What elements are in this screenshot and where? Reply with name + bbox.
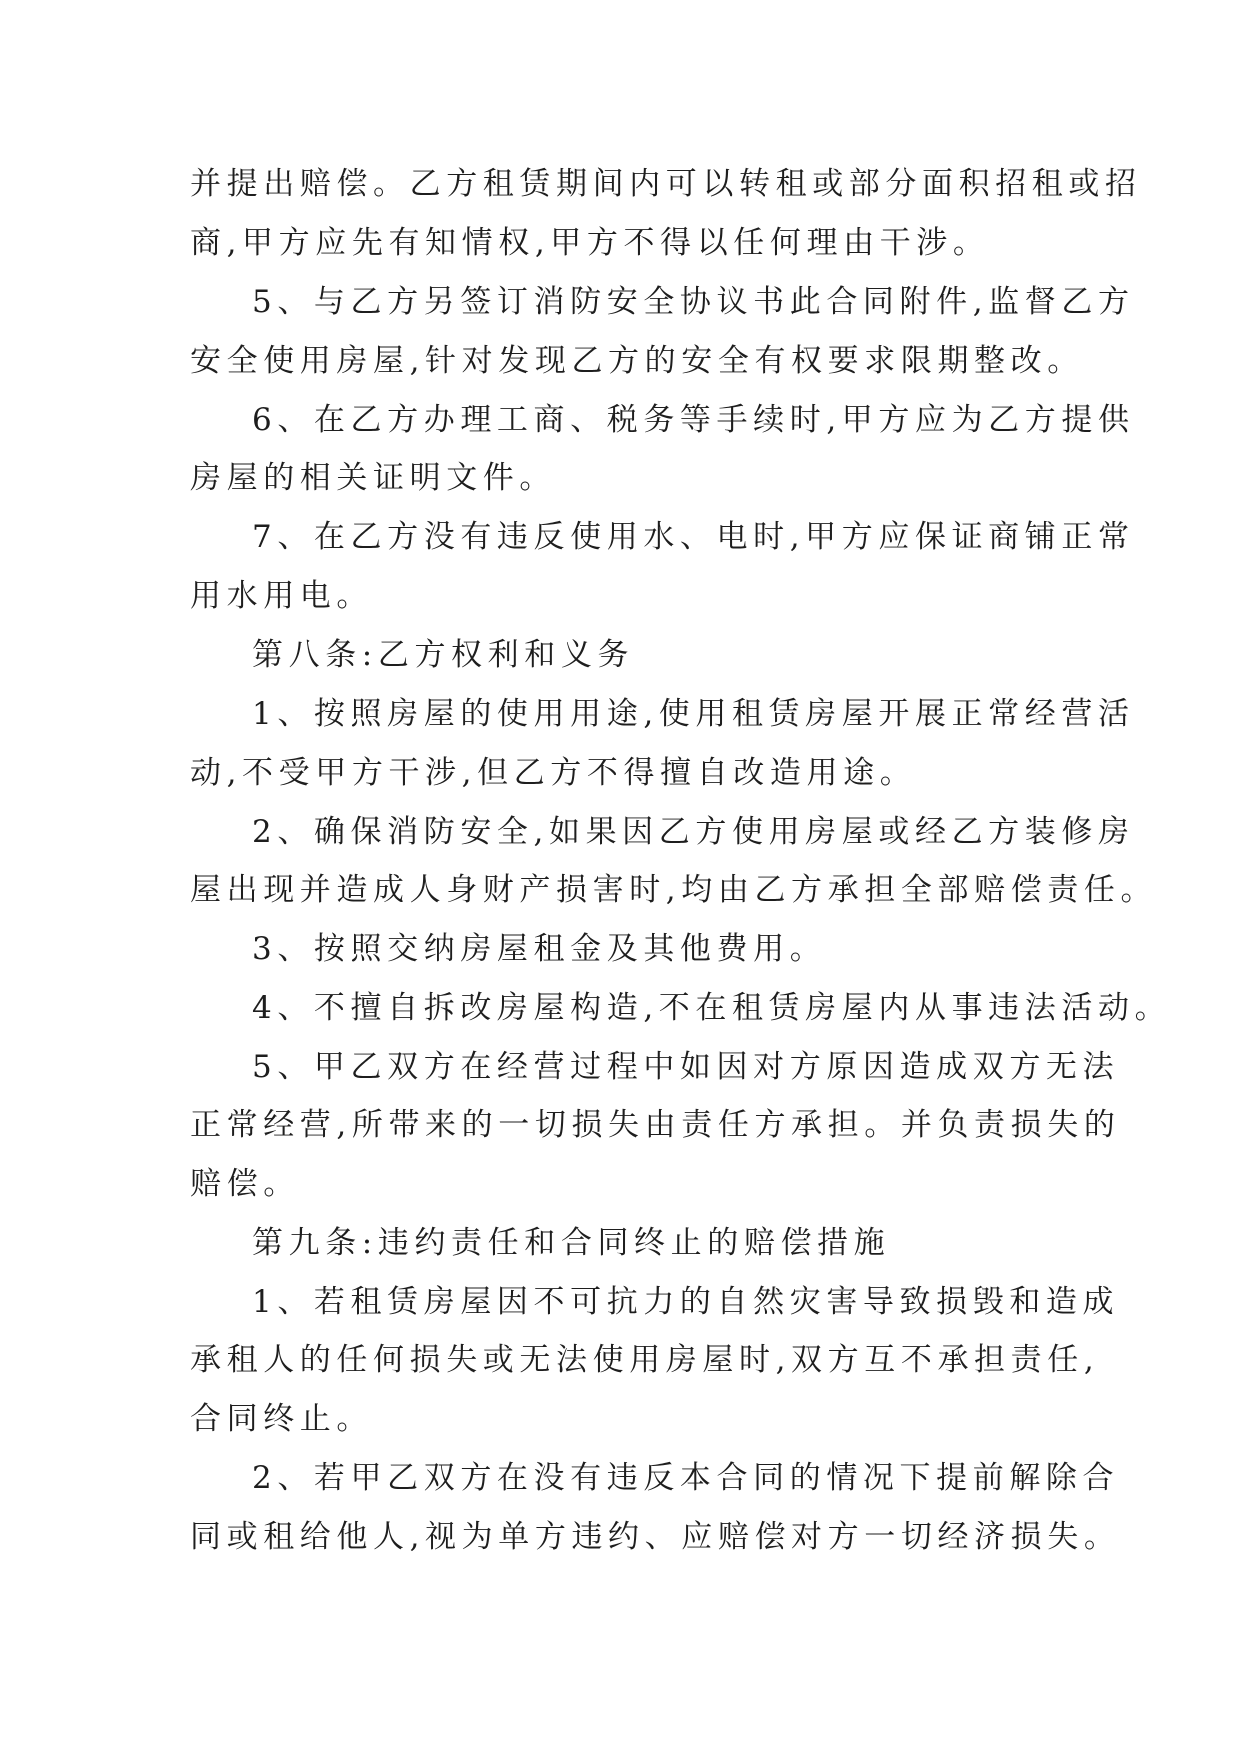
paragraph-line: 安全使用房屋,针对发现乙方的安全有权要求限期整改。 [190,343,1084,379]
paragraph-line: 赔偿。 [190,1166,300,1202]
section-heading: 第八条:乙方权利和义务 [252,637,635,673]
paragraph-line: 动,不受甲方干涉,但乙方不得擅自改造用途。 [190,755,917,791]
paragraph-line: 5、甲乙双方在经营过程中如因对方原因造成双方无法 [252,1049,1120,1085]
paragraph-line: 5、与乙方另签订消防安全协议书此合同附件,监督乙方 [252,284,1135,320]
paragraph-line: 屋出现并造成人身财产损害时,均由乙方承担全部赔偿责任。 [190,872,1158,908]
paragraph-line: 并提出赔偿。乙方租赁期间内可以转租或部分面积招租或招 [190,166,1142,202]
paragraph-line: 4、不擅自拆改房屋构造,不在租赁房屋内从事违法活动。 [252,990,1172,1026]
paragraph-line: 用水用电。 [190,578,373,614]
paragraph-line: 商,甲方应先有知情权,甲方不得以任何理由干涉。 [190,225,990,261]
paragraph-line: 6、在乙方办理工商、税务等手续时,甲方应为乙方提供 [252,402,1135,438]
paragraph-line: 2、若甲乙双方在没有违反本合同的情况下提前解除合 [252,1460,1120,1496]
paragraph-line: 同或租给他人,视为单方违约、应赔偿对方一切经济损失。 [190,1519,1121,1555]
paragraph-line: 承租人的任何损失或无法使用房屋时,双方互不承担责任, [190,1342,1100,1378]
paragraph-line: 房屋的相关证明文件。 [190,460,556,496]
paragraph-line: 1、若租赁房屋因不可抗力的自然灾害导致损毁和造成 [252,1284,1120,1320]
paragraph-line: 3、按照交纳房屋租金及其他费用。 [252,931,827,967]
paragraph-line: 合同终止。 [190,1401,373,1437]
paragraph-line: 2、确保消防安全,如果因乙方使用房屋或经乙方装修房 [252,814,1135,850]
paragraph-line: 正常经营,所带来的一切损失由责任方承担。并负责损失的 [190,1107,1121,1143]
paragraph-line: 1、按照房屋的使用用途,使用租赁房屋开展正常经营活 [252,696,1135,732]
paragraph-line: 7、在乙方没有违反使用水、电时,甲方应保证商铺正常 [252,519,1135,555]
section-heading: 第九条:违约责任和合同终止的赔偿措施 [252,1225,891,1261]
